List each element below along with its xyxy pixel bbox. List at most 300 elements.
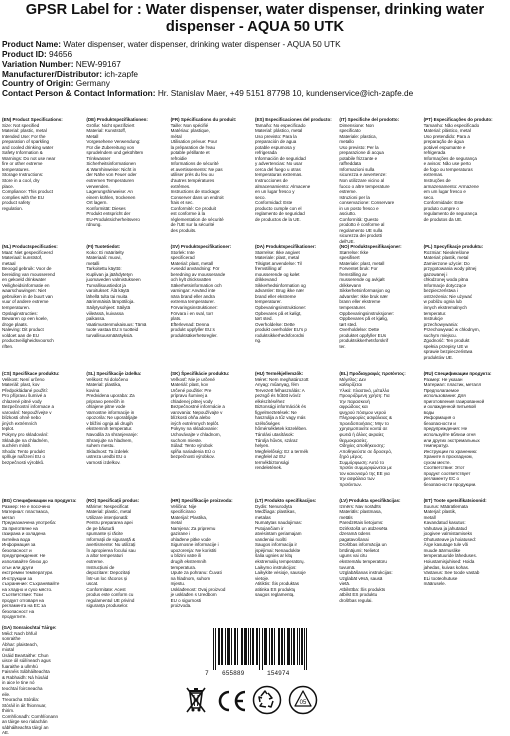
- spec-line: Utilisation prévue: Pour: [170, 139, 218, 145]
- spec-line: & Warnhinweise: Nicht in: [86, 166, 137, 172]
- spec-line: Materiale: plast, metall: [339, 260, 385, 266]
- spec-line: fire or other extreme: [2, 161, 43, 167]
- spec-line: Material: plástico, metal: [255, 128, 303, 134]
- spec-line: воды: [423, 409, 435, 415]
- spec-line: cerca del fuego u otras: [255, 166, 301, 172]
- barcode-bar: [218, 628, 219, 665]
- product-info-value: Hr. Stanislav Maer, +49 5151 87798 10, kundenservice@ich-zapfe.de: [157, 88, 414, 99]
- spec-line: vietoje.: [255, 575, 270, 581]
- spec-heading: (LT) Produkto specifikacijos:: [255, 498, 317, 503]
- barcode-bar: [301, 628, 302, 665]
- spec-line: est conforme à la: [170, 211, 206, 217]
- spec-line: Instrucciones de: [255, 178, 288, 184]
- spec-line: d'autres températures: [170, 178, 215, 184]
- spec-line: blízkosti ohňa alebo: [170, 415, 211, 421]
- spec-line: Lagerungshinweise: An: [86, 189, 133, 195]
- spec-line: Shoda: Tento produkt: [2, 448, 45, 454]
- spec-line: drikkevand: [255, 277, 277, 283]
- spec-heading: (IT) Specifiche del prodotto:: [339, 117, 400, 122]
- spec-block: [86, 244, 168, 367]
- spec-line: Forventet bruk: For: [339, 266, 378, 272]
- spec-line: temperatuuride läheduses.: [423, 553, 477, 559]
- spec-line: Compliance: This product: [2, 189, 53, 195]
- spec-line: produkt uppfyller EU:s: [170, 327, 215, 333]
- barcode-bar: [222, 628, 223, 665]
- spec-line: brīdinājumi: Nelietot: [339, 547, 380, 553]
- pp-recycling-code-text: 05: [299, 700, 307, 706]
- spec-block: [255, 117, 337, 240]
- spec-line: Produkt entspricht der: [86, 211, 131, 217]
- spec-line: producto cumple con el: [255, 205, 302, 211]
- spec-line: en gekoeld drinkwater: [2, 277, 47, 283]
- spec-line: προειδοποιήσεις: Μην το: [339, 420, 389, 426]
- barcode-bar: [245, 628, 246, 665]
- spec-line: безопасности продукции.: [423, 481, 477, 487]
- spec-line: Izmērs: Nav norādīts: [339, 503, 381, 509]
- spec-line: на хладно и сухо място.: [2, 586, 53, 592]
- spec-line: y advertencias: No usar: [255, 161, 303, 167]
- spec-heading: (SV) Produktspecifikationer:: [170, 244, 232, 249]
- spec-line: upozorenja: Ne koristiti: [170, 547, 217, 553]
- spec-line: lähellä tulta tai muita: [86, 293, 128, 299]
- spec-line: безопасност и: [2, 547, 32, 553]
- spec-line: регламенту ЕС о: [423, 476, 460, 482]
- spec-line: Pentru prepararea apei: [86, 520, 133, 526]
- spec-heading: (RO) Specificații produs:: [86, 498, 140, 503]
- barcode-bar: [215, 628, 216, 670]
- spec-line: EU o sigurnosti: [170, 597, 202, 603]
- spec-block: [424, 498, 506, 621]
- spec-line: Förvaringsinstruktioner:: [170, 305, 218, 311]
- spec-line: temperatures.: [2, 166, 30, 172]
- spec-line: roduktsikkerhedsforordni: [255, 332, 305, 338]
- spec-line: verwenden.: [86, 183, 110, 189]
- spec-line: Материал: пластик, металл: [423, 382, 482, 388]
- barcode-bar: [278, 628, 279, 665]
- spec-line: Bezpečnostné informácie a: [170, 404, 225, 410]
- spec-line: Numatytas naudojimas:: [255, 520, 303, 526]
- spec-line: tørt sted.: [339, 321, 358, 327]
- spec-line: w pobliżu ognia lub: [423, 299, 462, 305]
- barcode-bar: [234, 628, 235, 665]
- spec-line: Ärge kasutage tule või: [423, 542, 469, 548]
- spec-line: продуктите.: [2, 614, 27, 620]
- spec-line: pripravo penečih in: [86, 398, 125, 404]
- spec-block: [424, 244, 506, 367]
- spec-line: drikkevann: [339, 282, 362, 288]
- spec-block: [86, 371, 168, 494]
- spec-line: miotal: [2, 647, 15, 653]
- spec-line: Materiál: plast, kov: [170, 382, 209, 388]
- spec-line: Uso pretendido: Para a: [423, 133, 470, 139]
- spec-line: Conformidade: Este: [423, 200, 464, 206]
- spec-line: χρησιμοποιείτε κοντά σε: [339, 426, 388, 432]
- spec-line: Méret: Nem meghatározott: [255, 376, 309, 382]
- spec-line: regulamento de segurança: [423, 211, 478, 217]
- spec-line: използвайте близо до: [2, 559, 48, 565]
- spec-block: [424, 117, 506, 240]
- spec-line: fuaraithe a ullmhú: [2, 663, 38, 669]
- spec-line: vuur of andere extreme: [2, 299, 49, 305]
- spec-line: siguranța produselor.: [86, 603, 129, 609]
- spec-line: Υλικό: πλαστικό, μέταλλο: [339, 387, 390, 393]
- spec-line: estreme.: [339, 189, 357, 195]
- spec-heading: (RU) Спецификации продукта:: [423, 371, 492, 376]
- spec-line: fremstilling av: [339, 271, 367, 277]
- spec-line: огън или други: [2, 564, 34, 570]
- spec-line: šalia ugnies ar kitų: [255, 553, 293, 559]
- spec-line: complies with the EU: [2, 194, 45, 200]
- spec-line: Storage Instructions:: [2, 172, 44, 178]
- spec-line: potabile frizzante e: [339, 155, 378, 161]
- spec-line: ohlajene pitne vode: [86, 404, 126, 410]
- spec-line: Tilsigtet anvendelse: Til: [255, 260, 302, 266]
- barcode-bar: [274, 628, 275, 665]
- spec-line: temperaturas extremas.: [255, 172, 303, 178]
- spec-line: specificato: [339, 128, 361, 134]
- spec-line: Uso previsto: Para la: [255, 133, 297, 139]
- spec-block: [2, 625, 84, 736]
- spec-line: teplot.: [2, 426, 15, 432]
- spec-block: [2, 117, 84, 240]
- spec-line: sprawie bezpieczeństwa: [423, 349, 473, 355]
- spec-line: de l'UE sur la sécurité: [170, 222, 215, 228]
- spec-line: Conformitate: Acest: [86, 586, 126, 592]
- spec-line: produs este conform cu: [86, 592, 134, 598]
- spec-line: Uzglabāt vēsā, sausā: [339, 575, 383, 581]
- barcode-bars: [205, 628, 307, 670]
- barcode-bar: [225, 628, 226, 665]
- spec-line: Инструкции за: [2, 575, 33, 581]
- spec-line: potable espumosa y: [255, 144, 296, 150]
- barcode-bar: [227, 628, 228, 665]
- spec-line: mjestu.: [170, 581, 186, 587]
- spec-line: tuvumā.: [339, 564, 356, 570]
- spec-line: Αποθηκεύστε σε δροσερό,: [339, 448, 393, 454]
- spec-line: Opslaginstructies:: [2, 310, 38, 316]
- spec-line: EU-Produktsicherheitsvero: [86, 216, 140, 222]
- spec-line: Tárolási utasítások:: [255, 432, 295, 438]
- spec-block: [255, 371, 337, 494]
- spec-line: Opbevaringsinstruktioner:: [255, 305, 307, 311]
- spec-block: [339, 117, 421, 245]
- spec-line: och kylt dricksvatten: [170, 277, 212, 283]
- barcode-bar: [253, 628, 254, 665]
- spec-line: ξηρό μέρος.: [339, 454, 364, 460]
- barcode-bar: [266, 628, 267, 665]
- spec-line: extremen Temperaturen: [86, 178, 135, 184]
- spec-line: Säilytysohjeet: Säilytä: [86, 305, 131, 311]
- spec-line: bezpieczeństwa i: [423, 288, 458, 294]
- spec-block: [255, 244, 337, 367]
- spec-line: u blizini vatre ili: [170, 553, 202, 559]
- barcode-bar: [284, 628, 285, 665]
- spec-line: метал: [2, 514, 15, 520]
- spec-line: Materiaal: kunststof,: [2, 255, 43, 261]
- spec-line: în apropierea focului sau: [86, 547, 136, 553]
- spec-line: extreme.: [86, 559, 104, 565]
- spec-line: Материал: пластмаса,: [2, 509, 49, 515]
- spec-line: Úsáid Beartaithe: Chun: [2, 652, 49, 658]
- spec-line: splňuje nařízení EU o: [2, 454, 46, 460]
- spec-line: Súlad: Tento výrobok: [170, 443, 213, 449]
- spec-line: almacenamiento: Almacene: [255, 183, 311, 189]
- spec-line: product safety: [2, 200, 31, 206]
- spec-block: [171, 244, 253, 367]
- spec-line: Предназначена употреба:: [2, 520, 57, 526]
- barcode-bar: [246, 628, 247, 665]
- spec-line: brann eller ekstreme: [339, 299, 381, 305]
- spec-line: advarsler: Brug ikke nær: [255, 288, 305, 294]
- spec-line: Størrelse: Ikke: [339, 249, 369, 255]
- spec-line: ohlađene pitke vode: [170, 536, 211, 542]
- spec-block: [424, 371, 506, 494]
- spec-line: produktsikkerhetsforskrif: [339, 338, 389, 344]
- spec-line: ekstremalių temperatūrų.: [255, 559, 305, 565]
- product-info-label: Product Name:: [2, 39, 62, 49]
- spec-line: uisce óil súilíneach agus: [2, 658, 51, 664]
- spec-heading: (FI) Tuotetiedot:: [86, 244, 121, 249]
- spec-line: предупреждения: Не: [2, 553, 46, 559]
- spec-block: [339, 244, 421, 367]
- spec-line: viileässä, kuivassa: [86, 310, 124, 316]
- spec-line: plats.: [170, 316, 182, 322]
- spec-line: Beoogd gebruik: Voor de: [2, 266, 52, 272]
- spec-line: Biztonsági információk és: [255, 404, 307, 410]
- spec-line: температур.: [423, 443, 450, 449]
- spec-line: Vorgesehene Verwendung:: [86, 139, 141, 145]
- barcode-bar: [219, 628, 220, 665]
- spec-line: Información de seguridad: [255, 155, 306, 161]
- spec-line: muude äärmuslike: [423, 547, 461, 553]
- spec-line: de fogo ou temperaturas: [423, 166, 473, 172]
- spec-line: rdnung.: [86, 222, 102, 228]
- spec-line: szélsőséges: [255, 420, 280, 426]
- spec-line: Opbevares på et køligt,: [255, 310, 302, 316]
- spec-line: varování: Nepoužívejte v: [2, 409, 52, 415]
- barcode-bar: [293, 628, 294, 665]
- barcode-bar: [259, 628, 260, 670]
- spec-line: de pe băutură: [86, 525, 115, 531]
- spec-line: продукт соответствует: [423, 470, 471, 476]
- spec-line: juomaveden valmistukseen: [86, 277, 141, 283]
- spec-heading: (EL) Προδιαγραφές προϊόντος:: [339, 371, 406, 376]
- spec-line: reglamento de seguridad: [255, 211, 305, 217]
- barcode-bar: [279, 628, 280, 665]
- spec-line: Pro přípravu šumivé a: [2, 393, 47, 399]
- spec-line: je usklađen s Uredbom: [170, 592, 217, 598]
- spec-line: na hladnom, suhom: [170, 575, 211, 581]
- spec-line: используйте вблизи огня: [423, 432, 476, 438]
- spec-line: hőmérsékletek közelében.: [255, 426, 308, 432]
- spec-line: regulamentul UE privind: [86, 597, 135, 603]
- spec-line: приготовления газированной: [423, 398, 485, 404]
- spec-line: или других экстремальных: [423, 437, 480, 443]
- spec-block: [339, 371, 421, 494]
- spec-line: produto cumpre o: [423, 205, 459, 211]
- spec-line: spesifisert: [339, 255, 360, 261]
- spec-line: AE.: [2, 730, 10, 736]
- spec-line: Material: plástico, metal: [423, 128, 471, 134]
- spec-line: Materiál: plast, kov: [2, 382, 40, 388]
- spec-line: nära brand eller andra: [170, 293, 215, 299]
- spec-line: Informations de sécurité: [170, 161, 219, 167]
- spec-line: thirim.: [2, 708, 15, 714]
- spec-line: an táirge seo rialachán: [2, 719, 48, 725]
- spec-line: figyelmeztetések: Ne: [255, 409, 297, 415]
- spec-line: Utilizare intenționată:: [86, 514, 129, 520]
- spec-line: Pokyny na skladovanie:: [170, 426, 218, 432]
- barcode-bar: [291, 628, 292, 665]
- barcode-first-digit: 7: [205, 670, 209, 677]
- spec-line: specificerad: [170, 255, 195, 261]
- barcode-bar: [282, 628, 283, 665]
- spec-line: Dimensione: Non: [339, 122, 374, 128]
- spec-line: metal: [170, 520, 182, 526]
- spec-line: paikassa.: [86, 316, 106, 322]
- spec-line: beredning av mousserande: [170, 271, 226, 277]
- spec-line: refrigerada: [423, 150, 446, 156]
- spec-line: Konformität: Dieses: [86, 205, 126, 211]
- spec-line: Sicherheitsinformationen: [86, 161, 136, 167]
- barcode-bar: [252, 628, 253, 665]
- spec-line: Tervezett felhasználás: A: [255, 387, 305, 393]
- spec-line: и охлажденной питьевой: [423, 404, 476, 410]
- spec-block: [171, 371, 253, 494]
- spec-line: Usklađenost: Ovaj proizvod: [170, 586, 226, 592]
- spec-line: pagatavošanai: [339, 536, 369, 542]
- spec-line: suchym miejscu.: [423, 332, 457, 338]
- weee-crossed-bin-icon: [184, 685, 208, 720]
- spec-line: продукт отговаря на: [2, 597, 45, 603]
- spec-line: Säkerhetsinformation och: [170, 282, 222, 288]
- barcode-bar: [250, 628, 251, 665]
- spec-line: Tarkoitettu käyttö:: [86, 266, 122, 272]
- spec-line: φωτιά ή άλλες ακραίες: [339, 432, 384, 438]
- spec-line: Informacje dotyczące: [423, 282, 467, 288]
- spec-line: spĺňa nariadenia EÚ o: [170, 448, 215, 454]
- spec-line: chladenej pitnej vody: [170, 398, 213, 404]
- spec-line: Mărime: Nespecificat: [86, 503, 129, 509]
- spec-line: Velikost: Není určeno: [2, 376, 45, 382]
- spec-line: Materiale: plast, metal: [255, 255, 300, 261]
- spec-line: Tamaño: No especificado: [255, 122, 306, 128]
- spec-line: Sigurnosne informacije i: [170, 542, 219, 548]
- spec-heading: (PT) Especificações do produto:: [423, 117, 493, 122]
- spec-line: des produits.: [170, 227, 197, 233]
- spec-line: bezpečnosti výrobků.: [2, 459, 45, 465]
- spec-line: Storlek: Inte: [170, 249, 195, 255]
- spec-line: gebruiken in de buurt van: [2, 293, 53, 299]
- spec-line: metalas: [255, 514, 271, 520]
- spec-line: Size: Not specified: [2, 122, 40, 128]
- barcode-bar: [244, 628, 245, 665]
- spec-line: Trinkwasser: [86, 155, 111, 161]
- spec-line: turvallisuusmääräyksiä.: [86, 332, 134, 338]
- spec-line: Navodila za shranjevanje:: [86, 432, 138, 438]
- spec-line: Størrelse: Ikke angivet: [255, 249, 300, 255]
- spec-line: Stóráil in áit fhionnuar,: [2, 702, 47, 708]
- pp-recycling-code-icon: [288, 685, 318, 720]
- spec-line: Předpokládané použití:: [2, 387, 49, 393]
- spec-line: регламента на ЕС за: [2, 603, 46, 609]
- spec-line: rendeletének.: [255, 465, 283, 471]
- spec-line: äärimmäisiä lämpötiloja.: [86, 299, 135, 305]
- spec-line: Vaatimustenmukaisuus: Tämä: [86, 321, 147, 327]
- spec-line: dell'UE.: [339, 239, 355, 245]
- spec-line: fuoco o altre temperature: [339, 183, 390, 189]
- spec-line: preparación de agua: [255, 139, 297, 145]
- spec-line: produktów UE.: [423, 354, 454, 360]
- spec-line: iných extrémnych teplôt.: [170, 420, 220, 426]
- spec-line: varnosti izdelkov.: [86, 459, 121, 465]
- spec-line: безопасности и: [423, 420, 456, 426]
- barcode-bar: [281, 628, 282, 665]
- spec-line: potável espumante e: [423, 144, 466, 150]
- spec-line: frais et sec.: [170, 200, 194, 206]
- spec-line: Instrukcje: [423, 316, 443, 322]
- spec-line: Размер: Не е посочено: [2, 503, 51, 509]
- spec-line: Μέγεθος: Δεν: [339, 376, 367, 382]
- ean-barcode: [205, 628, 307, 680]
- spec-line: metallo: [339, 139, 354, 145]
- spec-line: pezsgő és hűtött ivóvíz: [255, 393, 301, 399]
- spec-line: przygotowania wody pitnej: [423, 266, 477, 272]
- spec-line: drošības regulai.: [339, 597, 373, 603]
- spec-line: seco.: [423, 194, 435, 200]
- spec-line: Veličina: Nije: [170, 503, 197, 509]
- spec-line: preparazione di acqua: [339, 150, 384, 156]
- barcode-bar: [306, 628, 307, 670]
- barcode-bar: [269, 628, 270, 665]
- spec-line: Overholdelse: Dette: [339, 327, 380, 333]
- spec-line: Materjal: plastik,: [423, 509, 457, 515]
- spec-line: metaal: [2, 260, 16, 266]
- product-info-value: Germany: [75, 78, 110, 89]
- product-info-value: ich-zapfe: [104, 68, 139, 79]
- spec-line: Hoiustamisjuhised: Hoida: [423, 559, 475, 565]
- spec-heading: (DE) Produktspezifikationen:: [86, 117, 148, 122]
- spec-line: сухом месте.: [423, 459, 451, 465]
- spec-line: Drošības informācija un: [339, 542, 387, 548]
- spec-heading: (NL) Productspecificaties:: [2, 244, 58, 249]
- spec-line: Conformità: Questo: [339, 216, 379, 222]
- spec-line: Maat: Niet gespecificeerd: [2, 249, 53, 255]
- spec-line: Méid: Nach bhfuil: [2, 630, 37, 636]
- spec-line: specificirano: [170, 509, 196, 515]
- spec-line: eile.: [2, 691, 11, 697]
- spec-line: Соответствие: Этот: [423, 465, 465, 471]
- product-info-value: 94656: [49, 48, 73, 59]
- spec-heading: (GA) Sonraíochtaí Táirge:: [2, 625, 57, 630]
- spec-line: extrêmes.: [170, 183, 191, 189]
- spec-line: de productos de la UE.: [255, 216, 301, 222]
- spec-line: Shranjujte na hladnem,: [86, 437, 133, 443]
- spec-line: advarsler: Ikke bruk nær: [339, 293, 388, 299]
- spec-line: Určené použitie: Pre: [170, 387, 212, 393]
- spec-line: Ort lagern.: [86, 200, 108, 206]
- spec-line: joogivee valmistamiseks: [423, 531, 473, 537]
- spec-line: produkt overholder EU's p: [255, 327, 307, 333]
- spec-line: spełnia przepisy UE w: [423, 343, 468, 349]
- barcode-bar: [297, 628, 298, 665]
- spec-line: προϊόντων.: [339, 481, 362, 487]
- spec-line: produktet oppfyller EUs: [339, 332, 387, 338]
- spec-line: Vastavus: See toode vastab: [423, 570, 480, 576]
- barcode-bar: [304, 628, 305, 670]
- barcode-bar: [242, 628, 243, 665]
- ce-mark-icon: [214, 689, 248, 718]
